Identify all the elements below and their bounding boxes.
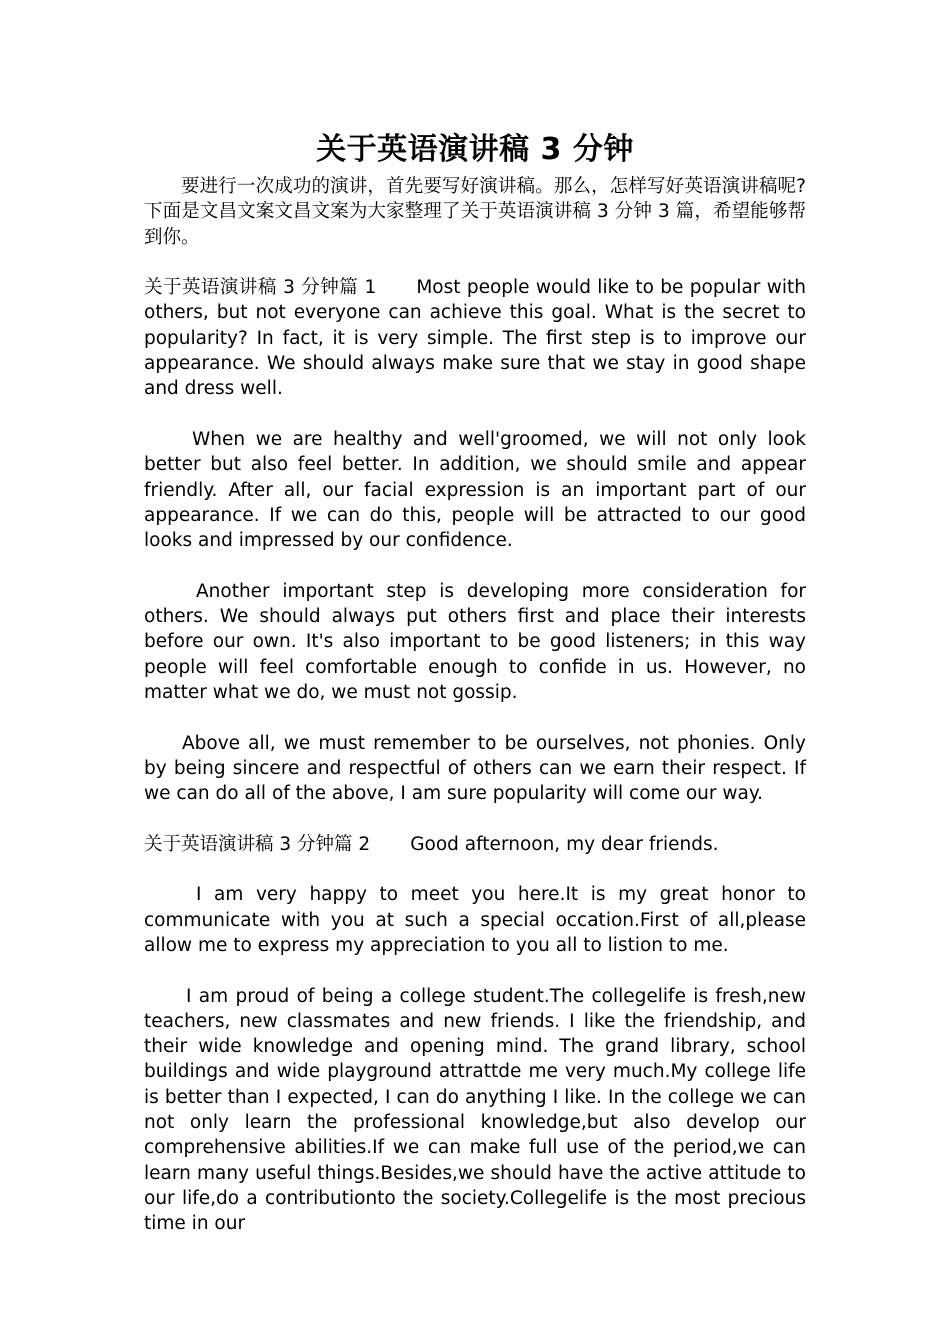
section1-p3: Another important step is developing more consideration for others. We should always put others first and place their interests before our own. It's also important to be good listeners; in this way people will feel comfortable enough to confide in us. However, no matter what we do, we must not gossip. [144,580,806,703]
section1-p4: Above all, we must remember to be ourselves, not phonies. Only by being sincere and respectful of others can we earn their respect. If we can do all of the above, I am sure popularity will come our way. [144,732,806,805]
section1-heading: 关于英语演讲稿 3 分钟篇 1 [144,277,377,299]
section2-p1: Good afternoon, my dear friends. [410,833,719,855]
paragraph-gap [144,250,806,275]
section2-heading: 关于英语演讲稿 3 分钟篇 2 [144,833,371,855]
paragraph-gap [144,402,806,427]
paragraph-gap [144,705,806,730]
document-title: 关于英语演讲稿 3 分钟 [316,132,634,167]
paragraph-gap [144,857,806,882]
section1-p1: Most people would like to be popular with others, but not everyone can achieve this goal. What is the secret to popularity? In fact, it is very simple. The first step is to improve our appearance. We should always make sure that we stay in good shape and dress well. [144,277,806,400]
section1-first-paragraph [144,275,806,401]
section2-p2: I am very happy to meet you here.It is my great honor to communicate with you at such a special occation.First of all,please allow me to express my appreciation to you all to listion to me. [144,884,806,956]
paragraph-gap [144,806,806,831]
paragraph-gap [144,958,806,983]
section2-first-paragraph [144,832,806,857]
section2-p3: I am proud of being a college student.The collegelife is fresh,new teachers, new classmates and new friends. I like the friendship, and their wide knowledge and opening mind. The grand library, school buildings and wide playground attrattde me very much.My college life is better than I expected, I can do anything I like. In the college we can not only learn the professional knowledge,but also develop our comprehensive abilities.If we can make full use of the period,we can learn many useful things.Besides,we should have the active attitude to our life,do a contributionto the society.Collegelife is the most precious time in our [144,985,806,1235]
intro-paragraph: 要进行一次成功的演讲，首先要写好演讲稿。那么，怎样写好英语演讲稿呢?下面是文昌文案文昌文案为大家整理了关于英语演讲稿 3 分钟 3 篇，希望能够帮到你。 [144,176,806,248]
paragraph-gap [144,553,806,578]
section1-p2: When we are healthy and well'groomed, we will not only look better but also feel better. In addition, we should smile and appear friendly. After all, our facial expression is an important part of our appearance. If we can do this, people will be attracted to our good looks and impressed by our confidence. [144,428,806,552]
document-page [144,128,806,1236]
